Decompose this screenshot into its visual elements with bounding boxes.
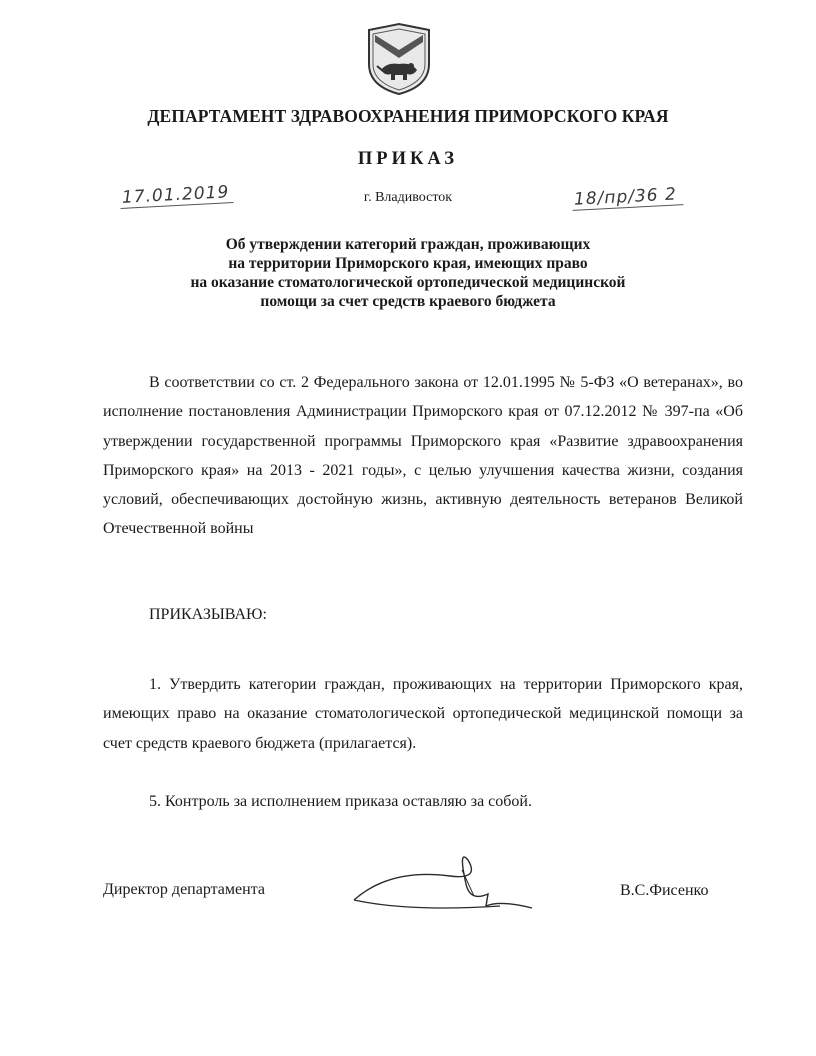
- document-subject: [120, 235, 696, 311]
- order-item-1: 1. Утвердить категории граждан, проживающих на территории Приморского края, имеющих право на оказание стоматологической ортопедической медицинской помощи за счет средств краевого бюджета (прилагается).: [103, 676, 743, 752]
- order-word: ПРИКАЗЫВАЮ:: [149, 606, 267, 623]
- city: г. Владивосток: [363, 190, 453, 205]
- preamble-block: [103, 368, 743, 544]
- order-item-5: 5. Контроль за исполнением приказа оставляю за собой.: [149, 793, 532, 810]
- document-type: ПРИКАЗ: [357, 149, 459, 169]
- signatory-name: В.С.Фисенко: [620, 882, 709, 899]
- order-items: [103, 670, 743, 758]
- subject-line: помощи за счет средств краевого бюджета: [260, 293, 556, 310]
- preamble-paragraph: В соответствии со ст. 2 Федерального закона от 12.01.1995 № 5-ФЗ «О ветеранах», во исполнение постановления Администрации Приморского края от 07.12.2012 № 397-па «Об утверждении государственной программы Приморского края «Развитие здравоохранения Приморского края» на 2013 - 2021 годы», с целью улучшения качества жизни, создания условий, обеспечивающих достойную жизнь, активную деятельность ветеранов Великой Отечественной войны: [103, 374, 743, 538]
- handwritten-date: 17.01.2019: [120, 182, 234, 209]
- signatory-title: Директор департамента: [103, 881, 265, 898]
- subject-line: на территории Приморского края, имеющих право: [228, 255, 588, 272]
- department-name: ДЕПАРТАМЕНТ ЗДРАВООХРАНЕНИЯ ПРИМОРСКОГО КРАЯ: [147, 106, 669, 126]
- subject-line: на оказание стоматологической ортопедической медицинской: [190, 274, 626, 291]
- subject-line: Об утверждении категорий граждан, проживающих: [225, 236, 591, 253]
- coat-of-arms-icon: [363, 20, 435, 98]
- signature-icon: [350, 850, 540, 915]
- handwritten-number: 18/пр/36 2: [572, 184, 684, 211]
